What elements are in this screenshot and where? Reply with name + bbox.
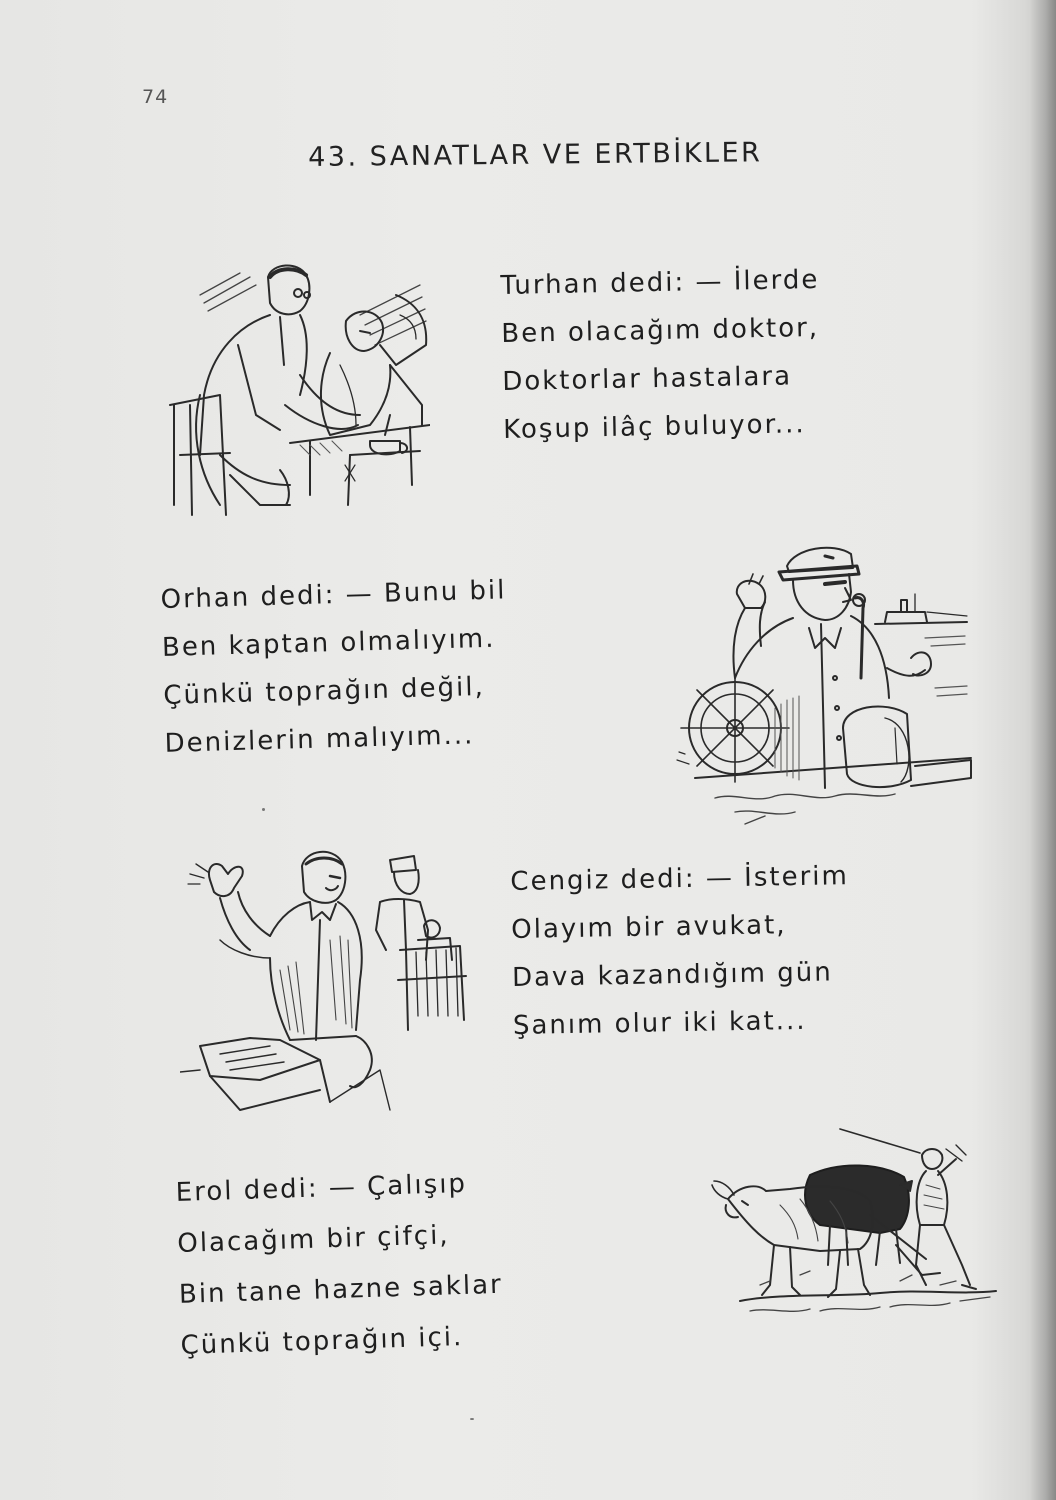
doctor-with-patient-illustration [160,255,430,527]
verse-line: Erol dedi: — Çalışıp [175,1168,468,1208]
page-binding-shadow [1030,0,1056,1500]
verse-line: Dava kazandığım gün [511,957,833,993]
ship-captain-at-wheel-illustration [675,528,975,828]
verse-line: Çünkü toprağın değil, [162,671,486,711]
verse-line: Ben kaptan olmalıyım. [161,623,496,663]
page-number: 74 [142,86,169,108]
verse-line: Turhan dedi: — İlerde [500,264,820,301]
verse-line: Ben olacağım doktor, [501,312,820,349]
verse-line: Olacağım bir çifçi, [176,1220,451,1259]
paper-speck [262,808,265,811]
stanza-turhan [500,256,823,454]
verse-line: Koşup ilâç buluyor... [502,409,806,445]
verse-line: Olayım bir avukat, [510,910,787,945]
stanza-cengiz [510,852,852,1050]
verse-line: Çünkü toprağın içi. [180,1322,464,1361]
verse-line: Cengiz dedi: — İsterim [510,861,850,897]
paper-speck [470,1418,474,1420]
page-title: 43. SANATLAR VE ERTBİKLER [308,137,763,173]
lawyer-in-court-illustration [180,840,470,1115]
verse-line: Doktorlar hastalara [502,361,793,397]
verse-line: Bin tane hazne saklar [178,1269,504,1310]
verse-line: Denizlerin malıyım... [164,720,475,759]
verse-line: Şanım olur iki kat... [512,1005,807,1041]
farmer-plowing-with-oxen-illustration [700,1125,1000,1325]
stanza-orhan [160,566,511,768]
verse-line: Orhan dedi: — Bunu bil [160,575,507,615]
stanza-erol [175,1158,505,1372]
